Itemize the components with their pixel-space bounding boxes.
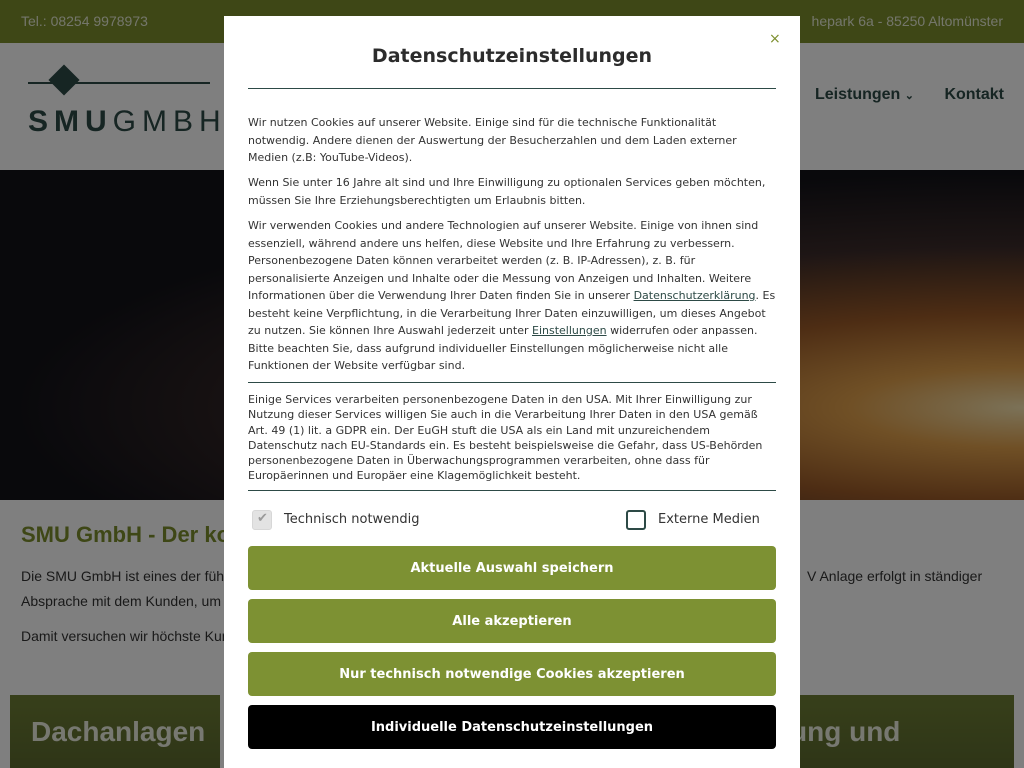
- settings-link[interactable]: Einstellungen: [532, 324, 607, 337]
- cookie-intro-text: Wir nutzen Cookies auf unserer Website. Einige sind für die technische Funktionalität notwendig. Andere dienen der Auswertung der Besucherzahlen und dem Laden externer Medien (z.B: YouTube-Videos).: [248, 116, 737, 164]
- modal-title: Datenschutzeinstellungen: [371, 45, 653, 67]
- technical-checkbox: [252, 510, 272, 530]
- individual-settings-button[interactable]: Individuelle Datenschutzeinstellungen: [248, 705, 776, 749]
- age-notice-text: Wenn Sie unter 16 Jahre alt sind und Ihre Einwilligung zu optionalen Services geben möchten, müssen Sie Ihre Erziehungsberechtigten um Erlaubnis bitten.: [248, 176, 766, 207]
- divider: [248, 382, 776, 383]
- external-media-checkbox-label[interactable]: Externe Medien: [658, 512, 760, 527]
- privacy-settings-modal: [224, 16, 800, 768]
- usa-notice-text: Einige Services verarbeiten personenbezogene Daten in den USA. Mit Ihrer Einwilligung zur Nutzung dieser Services willigen Sie auch in die Verarbeitung Ihrer Daten in den USA gemäß Art. 49 (1) lit. a GDPR ein. Der EuGH stuft die USA als ein Land mit unzureichendem Datenschutz nach EU-Standards ein. Es besteht beispielsweise die Gefahr, dass US-Behörden personenbezogene Daten in Überwachungsprogrammen verarbeiten, ohne dass für Europäerinnen und Europäer eine Klagemöglichkeit besteht.: [248, 393, 763, 483]
- accept-technical-only-button[interactable]: Nur technisch notwendige Cookies akzeptieren: [248, 652, 776, 696]
- close-icon[interactable]: ×: [769, 31, 781, 47]
- divider: [248, 490, 776, 491]
- privacy-policy-link[interactable]: Datenschutzerklärung: [633, 289, 756, 302]
- save-selection-button[interactable]: Aktuelle Auswahl speichern: [248, 546, 776, 590]
- technical-checkbox-label: Technisch notwendig: [284, 512, 420, 527]
- external-media-checkbox[interactable]: [626, 510, 646, 530]
- accept-all-button[interactable]: Alle akzeptieren: [248, 599, 776, 643]
- cookie-details-text: Wir verwenden Cookies und andere Technologien auf unserer Website. Einige von ihnen sind essenziell, während andere uns helfen, diese Website und Ihre Erfahrung zu verbessern. Personenbezogene Daten können verarbeitet werden (z. B. IP-Adressen), z. B. für personalisierte Anzeigen und Inhalte oder die Messung von Anzeigen und Inhalten. Weitere Informationen über die Verwendung Ihrer Daten finden Sie in unserer Datenschutzerklärung. Es besteht keine Verpflichtung, in die Verarbeitung Ihrer Daten einzuwilligen, um dieses Angebot zu nutzen. Sie können Ihre Auswahl jederzeit unter Einstellungen widerrufen oder anpassen. Bitte beachten Sie, dass aufgrund individueller Einstellungen möglicherweise nicht alle Funktionen der Website verfügbar sind.: [248, 219, 776, 372]
- divider: [248, 88, 776, 89]
